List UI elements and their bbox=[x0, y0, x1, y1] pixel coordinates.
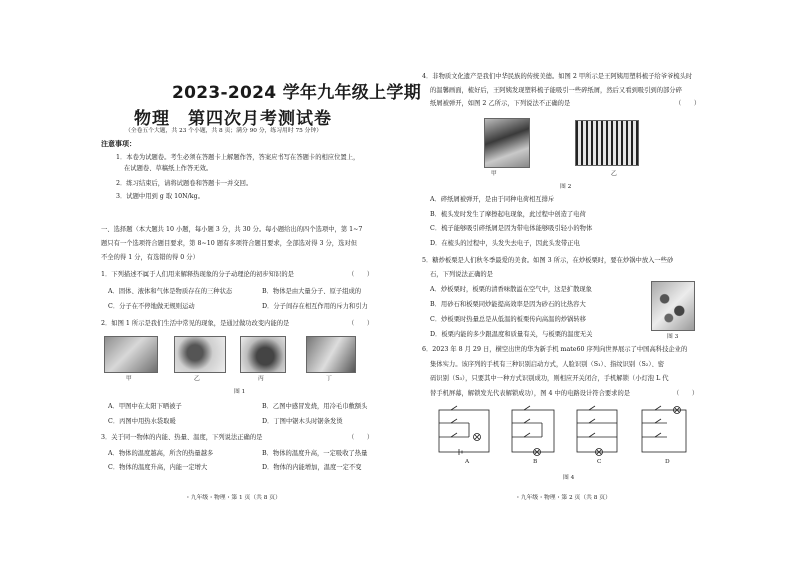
figure-label: 乙 bbox=[611, 171, 617, 177]
page-footer: ・九年级・物理・第 2 页（共 8 页） bbox=[515, 495, 611, 501]
circuit-b bbox=[512, 406, 554, 456]
figure-caption: 图 1 bbox=[234, 389, 246, 395]
option-b: B．物体是由大量分子、原子组成的 bbox=[262, 288, 362, 295]
section-heading: 一、选择题（本大题共 10 小题，每小题 3 分，共 30 分。每小题给出的四个选项中，第 1~7 bbox=[101, 226, 363, 233]
figure-label: D bbox=[665, 459, 670, 465]
figure-caption: 图 4 bbox=[563, 475, 575, 481]
question-stem: 3．关于同一物体的内能、热量、温度，下列说法正确的是 bbox=[101, 434, 263, 441]
figure-label: 丙 bbox=[258, 376, 264, 382]
figure-label: A bbox=[465, 459, 470, 465]
section-heading: 不全的得 1 分，有选错的得 0 分） bbox=[101, 254, 199, 261]
option-d: D．分子间存在相互作用的斥力和引力 bbox=[262, 303, 368, 310]
figure-label: C bbox=[597, 459, 602, 465]
question-line: 替手机屏幕，解锁发光代表解锁成功），图 4 中的电路设计符合要求的是 bbox=[430, 390, 631, 397]
figure-label: 丁 bbox=[326, 376, 332, 382]
figure-label: 乙 bbox=[194, 376, 200, 382]
answer-paren: （ ） bbox=[673, 390, 699, 397]
option-a: A．物体的温度越高，所含的热量越多 bbox=[108, 450, 214, 457]
option-d: D．丁图中锯木头时锯条发烫 bbox=[262, 418, 343, 425]
question-line: 石，下列说法正确的是 bbox=[430, 271, 493, 278]
question-line: 6．2023 年 8 月 29 日，横空出世的华为新手机 mate60 序列向世界展示了中国高科技企业的 bbox=[422, 346, 688, 353]
figure1-photo-yi bbox=[174, 336, 226, 373]
exam-info: （全卷五个大题，共 23 个小题，共 8 页；满分 90 分，练习用时 75 分钟） bbox=[125, 128, 323, 134]
question-line: 4．非物质文化遗产是我们中华民族的传统美德。如图 2 甲所示是王阿姨用塑料梳子给爷爷梳头时 bbox=[422, 73, 693, 80]
section-heading: 题只有一个选项符合题目要求，第 8~10 题有多项符合题目要求，全部选对得 3 分，选对但 bbox=[101, 240, 357, 247]
figure2-photo-yi bbox=[575, 120, 639, 166]
option-c: C．分子在不停地做无规则运动 bbox=[108, 303, 195, 310]
option-a: A．碎纸屑被弹开，是由于同种电荷相互排斥 bbox=[430, 196, 555, 203]
exam-title-line2: 物理 第四次月考测试卷 bbox=[134, 109, 332, 129]
figure3-photo bbox=[651, 281, 695, 331]
option-d: D．在梳头的过程中，头发失去电子，因此头发带正电 bbox=[430, 240, 580, 247]
right-page bbox=[397, 0, 794, 562]
question-line: 集体实力。该序列的手机有三种识别启动方式，人脸识别（S₁）、指纹识别（S₂）、密 bbox=[430, 361, 665, 368]
question-line: 码识别（S₃），只要其中一种方式识别成功，则相应开关闭合，手机解锁（小灯泡 L 代 bbox=[430, 375, 669, 382]
answer-paren: （ ） bbox=[348, 434, 374, 441]
option-d: D．物体的内能增加，温度一定不变 bbox=[262, 464, 362, 471]
figure-caption: 图 2 bbox=[560, 184, 572, 190]
question-stem: 1．下列描述不属于人们用来解释热现象的分子动理论的初步知识的是 bbox=[101, 271, 294, 278]
option-b: B．梳头发时发生了摩擦起电现象，此过程中创造了电荷 bbox=[430, 211, 586, 218]
figure-caption: 图 3 bbox=[667, 334, 679, 340]
figure1-photo-ding bbox=[306, 336, 356, 373]
question-line: 5．糖炒板栗是人们秋冬季最爱的美食。如图 3 所示，在炒板栗时，要在炒锅中放入一些砂 bbox=[422, 257, 674, 264]
option-c: C．物体的温度升高，内能一定增大 bbox=[108, 464, 208, 471]
option-c: C．梳子能够吸引碎纸屑是因为带电体能够吸引轻小的物体 bbox=[430, 225, 593, 232]
circuit-d bbox=[642, 406, 686, 452]
question-stem: 2．如图 1 所示是我们生活中常见的现象，是通过做功改变内能的是 bbox=[101, 320, 290, 327]
option-c: C．炒板栗时热量总是从低温的板栗传向高温的炒锅转移 bbox=[430, 316, 586, 323]
circuit-a bbox=[439, 406, 489, 455]
exam-title-line1: 2023-2024 学年九年级上学期 bbox=[172, 83, 422, 103]
answer-paren: （ ） bbox=[675, 100, 701, 107]
page-footer: ・九年级・物理・第 1 页（共 8 页） bbox=[185, 495, 281, 501]
figure4-circuit-diagrams bbox=[427, 405, 727, 469]
option-a: A．甲图中在太阳下晒被子 bbox=[108, 403, 182, 410]
question-line: 纸屑被弹开，如图 2 乙所示，下列说法不正确的是 bbox=[430, 100, 571, 107]
figure1-photo-jia bbox=[104, 336, 158, 373]
option-d: D．板栗内能的多少跟温度和质量有关，与板栗的温度无关 bbox=[430, 331, 593, 338]
option-b: B．用砂石和板栗同炒能提高效率是因为砂石的比热容大 bbox=[430, 301, 586, 308]
option-b: B．乙图中感冒发烧，用冷毛巾敷额头 bbox=[262, 403, 368, 410]
figure1-photo-bing bbox=[240, 336, 286, 373]
circuit-c bbox=[577, 406, 617, 456]
figure-label: 甲 bbox=[126, 376, 132, 382]
figure-label: B bbox=[533, 459, 538, 465]
question-line: 的温馨画面，梳好后，王阿姨发现塑料梳子能吸引一些碎纸屑，然后又看到吸引到的部分碎 bbox=[430, 87, 682, 94]
answer-paren: （ ） bbox=[348, 320, 374, 327]
option-b: B．物体的温度升高，一定吸收了热量 bbox=[262, 450, 368, 457]
figure-label: 甲 bbox=[491, 171, 497, 177]
option-a: A．炒板栗时，板栗的清香味散溢在空气中，这是扩散现象 bbox=[430, 286, 592, 293]
note-line: 1．本卷为试题卷。考生必须在答题卡上解题作答，答案应书写在答题卡的相应位置上， bbox=[116, 154, 360, 161]
note-line: 3．试题中用到 g 取 10N/kg。 bbox=[116, 193, 204, 200]
answer-paren: （ ） bbox=[348, 271, 374, 278]
note-line: 2．练习结束后，请将试题卷和答题卡一并交回。 bbox=[116, 180, 253, 187]
note-line: 在试题卷、草稿纸上作答无效。 bbox=[124, 165, 213, 172]
option-c: C．丙图中用热水袋取暖 bbox=[108, 418, 176, 425]
notes-heading: 注意事项： bbox=[101, 139, 136, 148]
option-a: A．固体、液体和气体是物质存在的三种状态 bbox=[108, 288, 233, 295]
figure2-photo-jia bbox=[484, 118, 530, 168]
